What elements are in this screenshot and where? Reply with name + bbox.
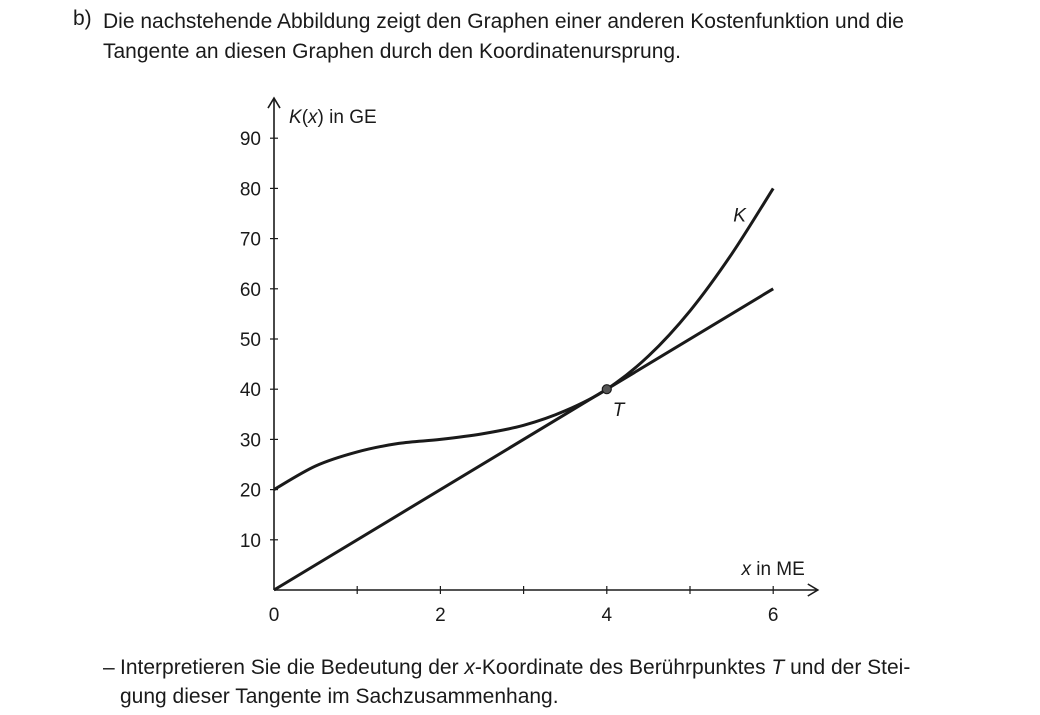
x-tick-label: 6 xyxy=(767,605,779,626)
task-dash: – xyxy=(103,656,115,679)
intro-line: Die nachstehende Abbildung zeigt den Graphen einer anderen Kostenfunktion und die xyxy=(103,10,904,33)
point-label-t: T xyxy=(612,400,625,422)
y-tick-label: 70 xyxy=(239,229,261,251)
chart-labels xyxy=(289,107,805,580)
x-axis-label: x in ME xyxy=(741,559,805,580)
y-tick-label: 90 xyxy=(239,129,261,151)
y-tick-label: 80 xyxy=(239,179,261,201)
y-axis-label: K(x) in GE xyxy=(289,107,377,129)
cost-curve-k xyxy=(274,188,773,489)
tangent-point xyxy=(602,385,611,394)
tangent-line xyxy=(274,289,773,590)
x-tick-label: 2 xyxy=(435,605,446,626)
task-line: gung dieser Tangente im Sachzusammenhang. xyxy=(120,685,559,708)
intro-line: Tangente an diesen Graphen durch den Koordinatenursprung. xyxy=(103,40,681,63)
y-tick-label: 40 xyxy=(239,380,261,402)
y-tick-label: 20 xyxy=(239,480,261,502)
task-text xyxy=(120,653,1000,711)
y-tick-label: 30 xyxy=(239,430,261,452)
y-tick-label: 10 xyxy=(239,530,261,552)
x-tick-label: 0 xyxy=(268,605,280,626)
curve-label-k: K xyxy=(733,205,746,227)
part-label: b) xyxy=(73,7,92,30)
task-line: Interpretieren Sie die Bedeutung der x-Koordinate des Berührpunktes T und der Stei- xyxy=(120,656,911,679)
chart-axes xyxy=(268,98,818,596)
y-tick-label: 60 xyxy=(239,279,261,301)
chart-series xyxy=(274,188,773,590)
chart-ticks xyxy=(240,129,779,626)
x-tick-label: 4 xyxy=(601,605,613,626)
y-tick-label: 50 xyxy=(239,330,261,351)
